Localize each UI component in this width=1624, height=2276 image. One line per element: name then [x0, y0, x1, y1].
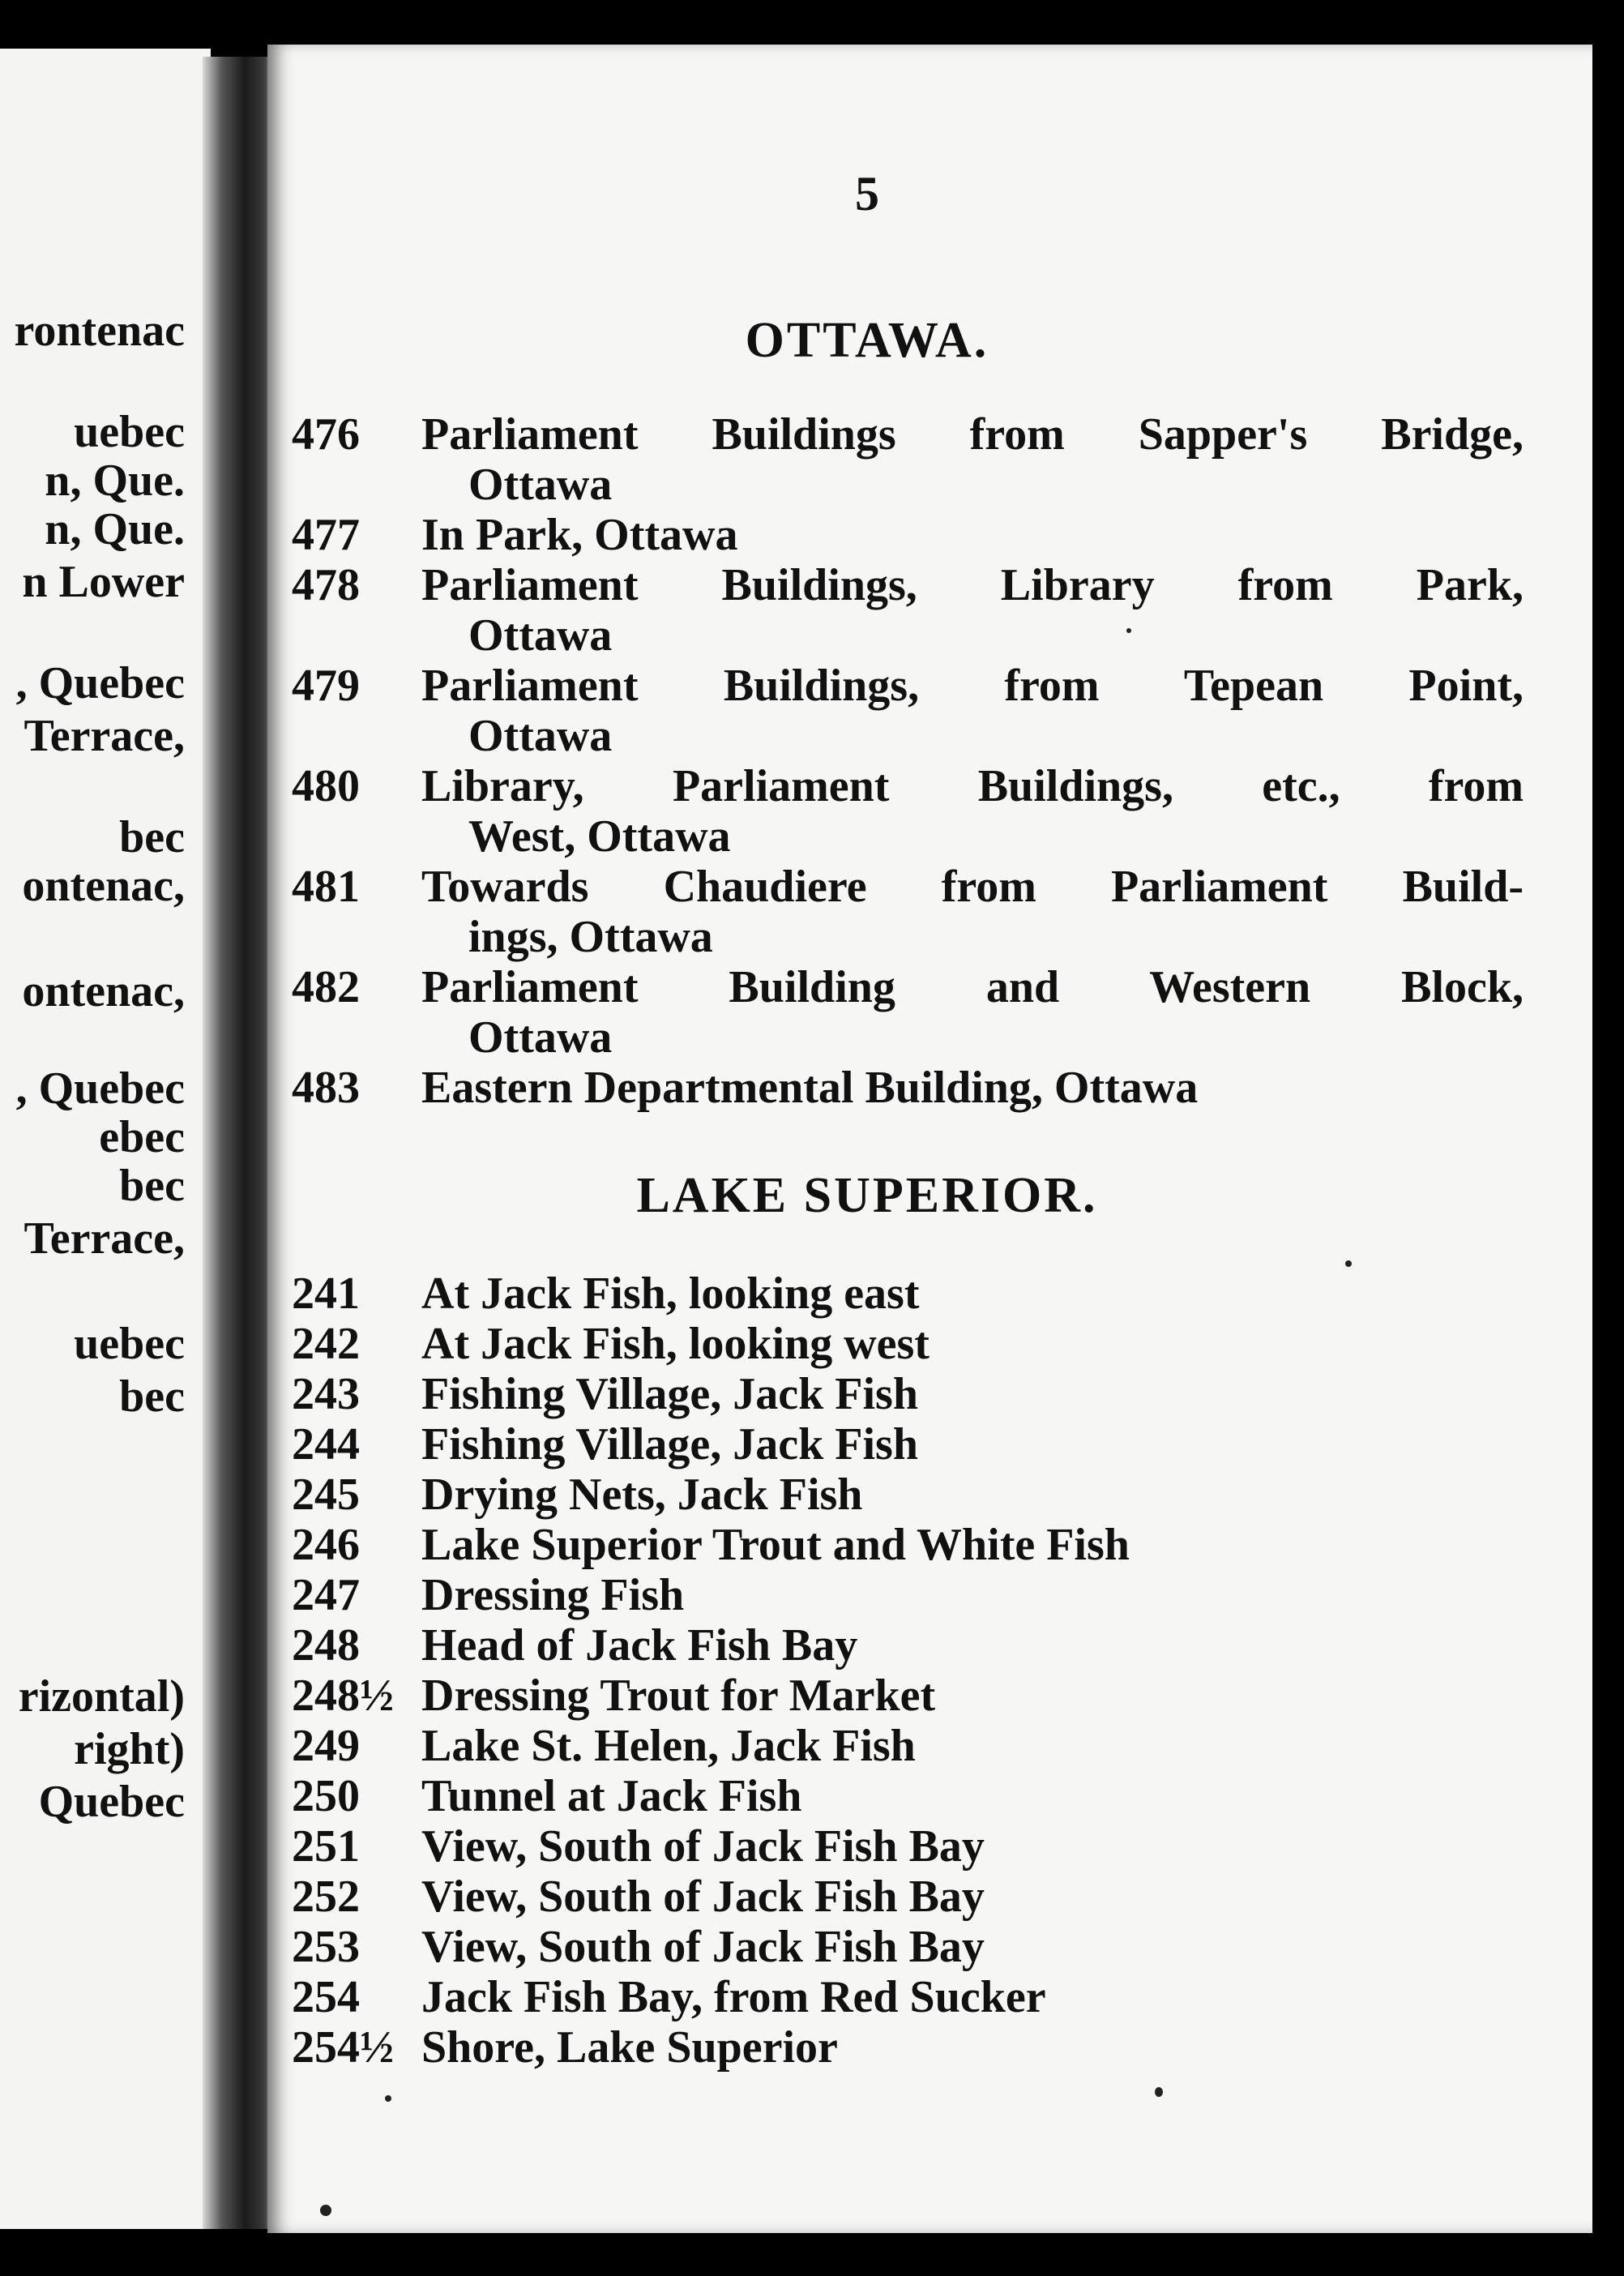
entry-title	[421, 1268, 1524, 1319]
entry-title-line: View, South of Jack Fish Bay	[421, 1922, 985, 1972]
left-page-text-fragment: Terrace,	[24, 1213, 185, 1264]
catalogue-entry	[292, 1319, 1524, 1369]
catalogue-entry	[292, 1671, 1524, 1721]
entry-title-line: Parliament Buildings, Library from Park,	[421, 560, 1524, 610]
entry-title	[421, 1821, 1524, 1872]
entry-number: 254	[292, 1972, 360, 2022]
entry-title-line: Tunnel at Jack Fish	[421, 1771, 802, 1821]
catalogue-entry	[292, 1268, 1524, 1319]
section-heading-ottawa: OTTAWA.	[745, 313, 989, 368]
catalogue-entry	[292, 1872, 1524, 1922]
entry-title	[421, 661, 1524, 761]
entry-title	[421, 1319, 1524, 1369]
entry-title	[421, 1771, 1524, 1821]
entry-number: 483	[292, 1063, 360, 1113]
catalogue-entry	[292, 1369, 1524, 1419]
entry-title	[421, 2022, 1524, 2073]
print-speck	[320, 2205, 331, 2216]
catalogue-entry	[292, 1419, 1524, 1470]
entry-title-line: ings, Ottawa	[468, 912, 713, 962]
entry-title-line: Ottawa	[468, 711, 613, 761]
entry-title-line: Fishing Village, Jack Fish	[421, 1419, 918, 1470]
entry-number: 480	[292, 761, 360, 811]
entry-number: 250	[292, 1771, 360, 1821]
left-page-text-fragment: bec	[119, 812, 185, 862]
left-page-text-fragment: ebec	[99, 1112, 185, 1162]
left-page-text-fragment: Terrace,	[24, 711, 185, 761]
entry-title	[421, 962, 1524, 1063]
entry-number: 477	[292, 510, 360, 560]
left-page-text-fragment: n, Que.	[45, 504, 185, 554]
entry-title-line: Towards Chaudiere from Parliament Build-	[421, 862, 1524, 912]
catalogue-entry	[292, 862, 1524, 962]
entry-title-line: Dressing Fish	[421, 1570, 685, 1620]
entry-title	[421, 1671, 1524, 1721]
entry-title-line: Ottawa	[468, 1012, 613, 1063]
entry-title-line: Eastern Departmental Building, Ottawa	[421, 1063, 1199, 1113]
left-page-text-fragment: Quebec	[38, 1777, 185, 1827]
entry-title-line: Lake Superior Trout and White Fish	[421, 1520, 1130, 1570]
entry-title-line: Jack Fish Bay, from Red Sucker	[421, 1972, 1046, 2022]
entry-number: 482	[292, 962, 360, 1012]
catalogue-entry	[292, 761, 1524, 862]
entry-title	[421, 1972, 1524, 2022]
left-page	[0, 49, 211, 2229]
catalogue-entry	[292, 1972, 1524, 2022]
entry-title-line: At Jack Fish, looking west	[421, 1319, 930, 1369]
entry-title	[421, 1570, 1524, 1620]
catalogue-entry	[292, 1570, 1524, 1620]
entry-title	[421, 560, 1524, 661]
entry-title	[421, 409, 1524, 510]
entry-title	[421, 1922, 1524, 1972]
entry-title	[421, 761, 1524, 862]
catalogue-entry	[292, 560, 1524, 661]
entry-title-line: Shore, Lake Superior	[421, 2022, 838, 2073]
catalogue-entry	[292, 1821, 1524, 1872]
entry-title-line: View, South of Jack Fish Bay	[421, 1872, 985, 1922]
entry-number: 241	[292, 1268, 360, 1319]
print-speck	[385, 2095, 391, 2102]
left-page-text-fragment: n, Que.	[45, 456, 185, 506]
entry-title	[421, 1520, 1524, 1570]
print-speck	[1126, 628, 1131, 633]
catalogue-entry	[292, 1721, 1524, 1771]
left-page-text-fragment: bec	[119, 1371, 185, 1422]
entry-title	[421, 1419, 1524, 1470]
entry-title-line: Parliament Building and Western Block,	[421, 962, 1524, 1012]
entry-title	[421, 1721, 1524, 1771]
lake-superior-entry-list	[292, 1268, 1524, 2073]
right-page	[267, 45, 1592, 2233]
entry-number: 254½	[292, 2022, 394, 2073]
entry-title-line: West, Ottawa	[468, 811, 731, 862]
left-page-text-fragment: n Lower	[22, 557, 185, 607]
entry-title-line: Drying Nets, Jack Fish	[421, 1470, 863, 1520]
catalogue-entry	[292, 510, 1524, 560]
section-heading-lake-superior: LAKE SUPERIOR.	[636, 1168, 1098, 1223]
entry-number: 242	[292, 1319, 360, 1369]
print-speck	[1345, 1260, 1352, 1267]
catalogue-entry	[292, 661, 1524, 761]
catalogue-entry	[292, 1470, 1524, 1520]
catalogue-entry	[292, 1520, 1524, 1570]
left-page-text-fragment: , Quebec	[15, 1063, 185, 1114]
entry-title-line: At Jack Fish, looking east	[421, 1268, 920, 1319]
entry-number: 246	[292, 1520, 360, 1570]
catalogue-entry	[292, 1922, 1524, 1972]
catalogue-entry	[292, 1620, 1524, 1671]
entry-title-line: Parliament Buildings, from Tepean Point,	[421, 661, 1524, 711]
entry-title	[421, 1063, 1524, 1113]
catalogue-entry	[292, 409, 1524, 510]
entry-title-line: Library, Parliament Buildings, etc., from	[421, 761, 1524, 811]
left-page-text-fragment: , Quebec	[15, 658, 185, 708]
left-page-text-fragment: right)	[74, 1724, 185, 1774]
catalogue-entry	[292, 2022, 1524, 2073]
entry-number: 244	[292, 1419, 360, 1470]
entry-number: 248	[292, 1620, 360, 1671]
entry-title	[421, 862, 1524, 962]
entry-number: 476	[292, 409, 360, 460]
catalogue-entry	[292, 962, 1524, 1063]
catalogue-entry	[292, 1771, 1524, 1821]
left-page-text-fragment: uebec	[74, 1319, 185, 1369]
print-speck	[1155, 2087, 1163, 2097]
entry-number: 478	[292, 560, 360, 610]
catalogue-entry	[292, 1063, 1524, 1113]
entry-title	[421, 1369, 1524, 1419]
entry-title	[421, 1620, 1524, 1671]
ottawa-entry-list	[292, 409, 1524, 1113]
entry-number: 243	[292, 1369, 360, 1419]
left-page-text-fragment: uebec	[74, 407, 185, 457]
entry-title-line: Dressing Trout for Market	[421, 1671, 936, 1721]
entry-number: 253	[292, 1922, 360, 1972]
left-page-text-fragment: bec	[119, 1161, 185, 1211]
entry-title-line: View, South of Jack Fish Bay	[421, 1821, 985, 1872]
entry-number: 251	[292, 1821, 360, 1872]
page-number: 5	[855, 167, 879, 220]
entry-title-line: Head of Jack Fish Bay	[421, 1620, 858, 1671]
entry-title-line: In Park, Ottawa	[421, 510, 738, 560]
left-page-text-fragment: ontenac,	[22, 861, 185, 911]
entry-title-line: Ottawa	[468, 610, 613, 661]
entry-number: 245	[292, 1470, 360, 1520]
entry-number: 481	[292, 862, 360, 912]
left-page-text-fragment: rontenac	[14, 306, 185, 356]
entry-number: 479	[292, 661, 360, 711]
entry-title-line: Fishing Village, Jack Fish	[421, 1369, 918, 1419]
entry-number: 248½	[292, 1671, 394, 1721]
entry-title-line: Parliament Buildings from Sapper's Bridge,	[421, 409, 1524, 460]
entry-title	[421, 510, 1524, 560]
entry-title	[421, 1470, 1524, 1520]
entry-title	[421, 1872, 1524, 1922]
entry-title-line: Lake St. Helen, Jack Fish	[421, 1721, 916, 1771]
left-page-text-fragment: rizontal)	[18, 1671, 185, 1722]
entry-number: 249	[292, 1721, 360, 1771]
left-page-text-fragment: ontenac,	[22, 966, 185, 1016]
entry-title-line: Ottawa	[468, 460, 613, 510]
entry-number: 252	[292, 1872, 360, 1922]
entry-number: 247	[292, 1570, 360, 1620]
